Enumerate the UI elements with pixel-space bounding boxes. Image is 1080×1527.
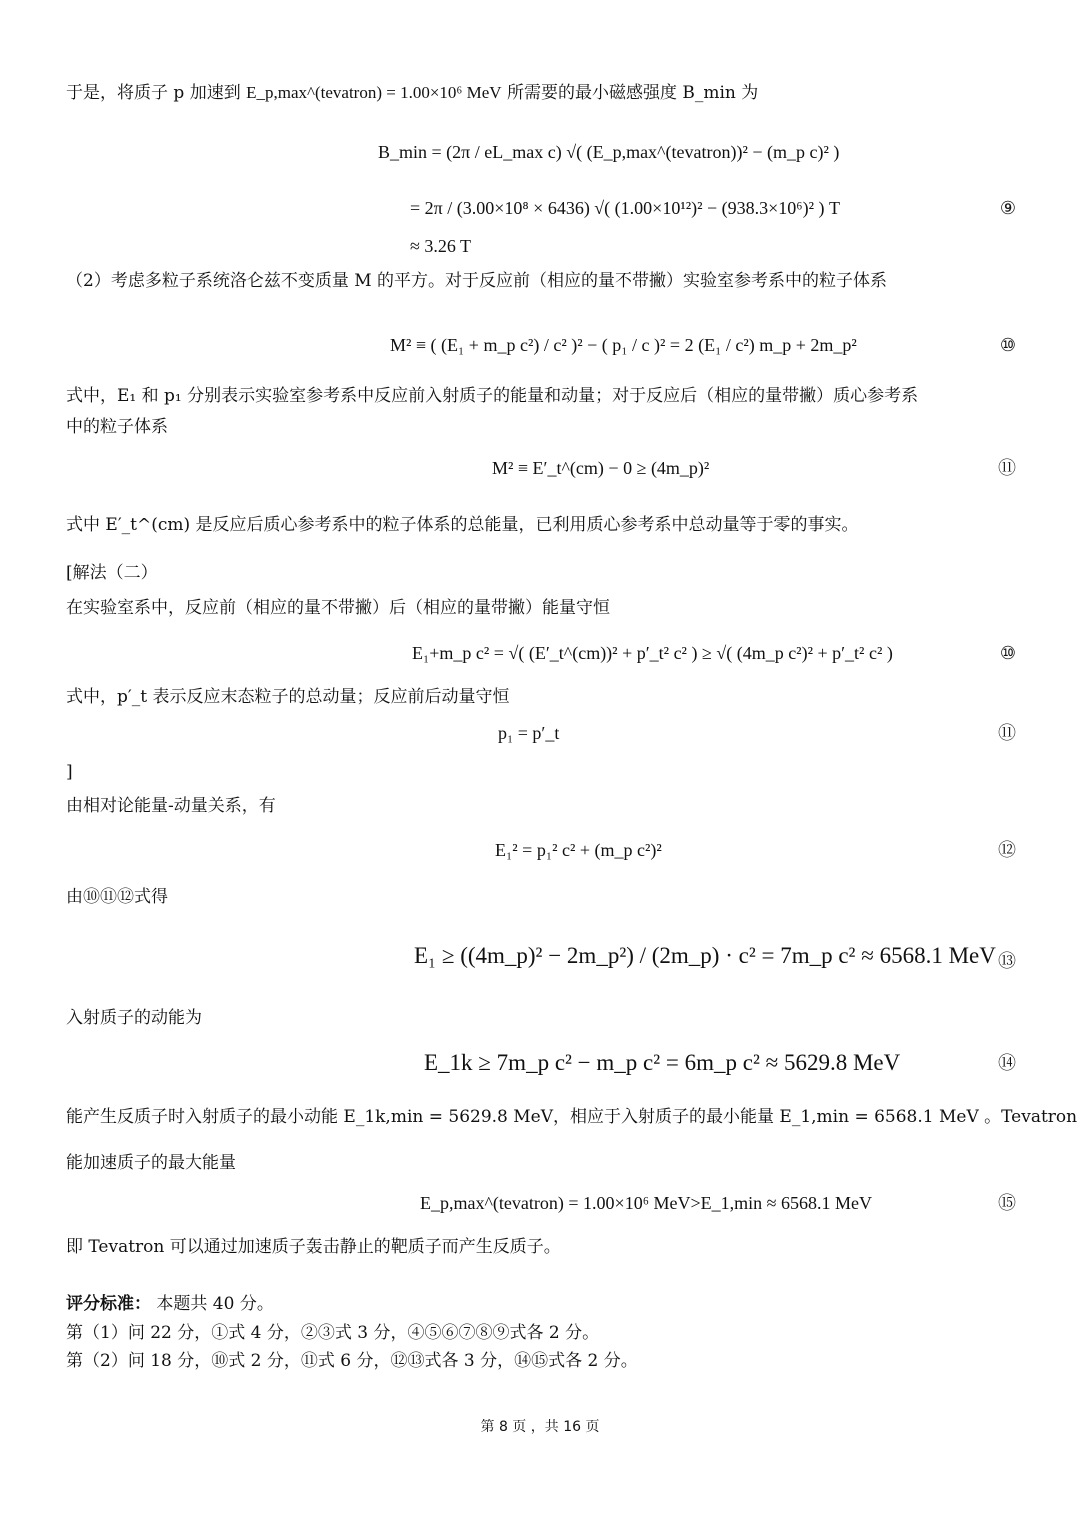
conclusion-text: 即 Tevatron 可以通过加速质子轰击静止的靶质子而产生反质子。 — [66, 1237, 561, 1257]
eq9-line1: B_min = (2π / eL_max c) √( (E_p,max^(tevatron))² − (m_p c)² ) — [378, 142, 840, 162]
eq15-formula: E_p,max^(tevatron) = 1.00×10⁶ MeV>E_1,min ≈ 6568.1 MeV — [420, 1193, 872, 1213]
eq14-number: ⑭ — [998, 1053, 1016, 1074]
eq11b-number: ⑪ — [998, 723, 1016, 744]
scoring-part1: 第（1）问 22 分，①式 4 分，②③式 3 分，④⑤⑥⑦⑧⑨式各 2 分。 — [66, 1323, 600, 1343]
eq9-line3: ≈ 3.26 T — [410, 236, 472, 256]
page-footer: 第 8 页 ，共 16 页 — [480, 1419, 600, 1435]
eq9-line2: = 2π / (3.00×10⁸ × 6436) √( (1.00×10¹²)² − (938.3×10⁶)² ) T — [410, 198, 840, 218]
method2-text: 在实验室系中，反应前（相应的量不带撇）后（相应的量带撇）能量守恒 — [66, 598, 610, 618]
intro-line — [66, 82, 758, 104]
para3-text: 式中，p′_t 表示反应末态粒子的总动量；反应前后动量守恒 — [66, 687, 510, 707]
para4-text: 由相对论能量-动量关系，有 — [66, 796, 276, 816]
eq9-number: ⑨ — [999, 198, 1016, 219]
scoring-part2: 第（2）问 18 分，⑩式 2 分，⑪式 6 分，⑫⑬式各 3 分，⑭⑮式各 2 分。 — [66, 1351, 638, 1371]
eq14-formula: E_1k ≥ 7m_p c² − m_p c² = 6m_p c² ≈ 5629.8 MeV — [424, 1050, 901, 1075]
para1-line2: 中的粒子体系 — [66, 417, 168, 437]
para2-text: 式中 E′_t^(cm) 是反应后质心参考系中的粒子体系的总能量，已利用质心参考系中总动量等于零的事实。 — [66, 515, 859, 535]
para7-line1: 能产生反质子时入射质子的最小动能 E_1k,min = 5629.8 MeV，相应于入射质子的最小能量 E_1,min = 6568.1 MeV 。Tevatron — [66, 1107, 1078, 1127]
eq13-formula: E₁ ≥ ((4m_p)² − 2m_p²) / (2m_p) · c² = 7m_p c² ≈ 6568.1 MeV — [414, 943, 996, 968]
part2-text: （2）考虑多粒子系统洛仑兹不变质量 M 的平方。对于反应前（相应的量不带撇）实验室参考系中的粒子体系 — [66, 271, 888, 291]
para5-text: 由⑩⑪⑫式得 — [66, 887, 168, 907]
scoring-label: 评分标准： — [66, 1294, 151, 1314]
method2-title: [解法（二） — [66, 563, 158, 583]
eq11b-formula: p₁ = p′_t — [498, 723, 560, 743]
eq10b-number: ⑩ — [999, 643, 1016, 664]
intro-formula: E_p,max^(tevatron) = 1.00×10⁶ MeV — [246, 83, 502, 102]
eq10b-formula: E₁+m_p c² = √( (E′_t^(cm))² + p′_t² c² ) ≥ √( (4m_p c²)² + p′_t² c² ) — [412, 643, 893, 663]
scoring-total: 本题共 40 分。 — [151, 1294, 274, 1314]
eq13-number: ⑬ — [998, 951, 1016, 972]
intro-suffix: 所需要的最小磁感强度 B_min 为 — [501, 83, 759, 103]
para1-line1: 式中，E₁ 和 p₁ 分别表示实验室参考系中反应前入射质子的能量和动量；对于反应后（相应的量带撇）质心参考系 — [66, 386, 919, 406]
eq11-formula: M² ≡ E′_t^(cm) − 0 ≥ (4m_p)² — [492, 458, 710, 478]
scoring-header — [66, 1293, 274, 1315]
eq11-number: ⑪ — [998, 458, 1016, 479]
para7-line2: 能加速质子的最大能量 — [66, 1153, 236, 1173]
intro-prefix: 于是，将质子 p 加速到 — [66, 83, 247, 103]
eq12-formula: E₁² = p₁² c² + (m_p c²)² — [495, 840, 662, 860]
para6-text: 入射质子的动能为 — [66, 1008, 202, 1028]
eq10-number: ⑩ — [999, 335, 1016, 356]
eq12-number: ⑫ — [998, 840, 1016, 861]
eq10-formula: M² ≡ ( (E₁ + m_p c²) / c² )² − ( p₁ / c )² = 2 (E₁ / c²) m_p + 2m_p² — [390, 335, 857, 355]
closing-bracket: ] — [66, 762, 73, 782]
eq15-number: ⑮ — [998, 1193, 1016, 1214]
